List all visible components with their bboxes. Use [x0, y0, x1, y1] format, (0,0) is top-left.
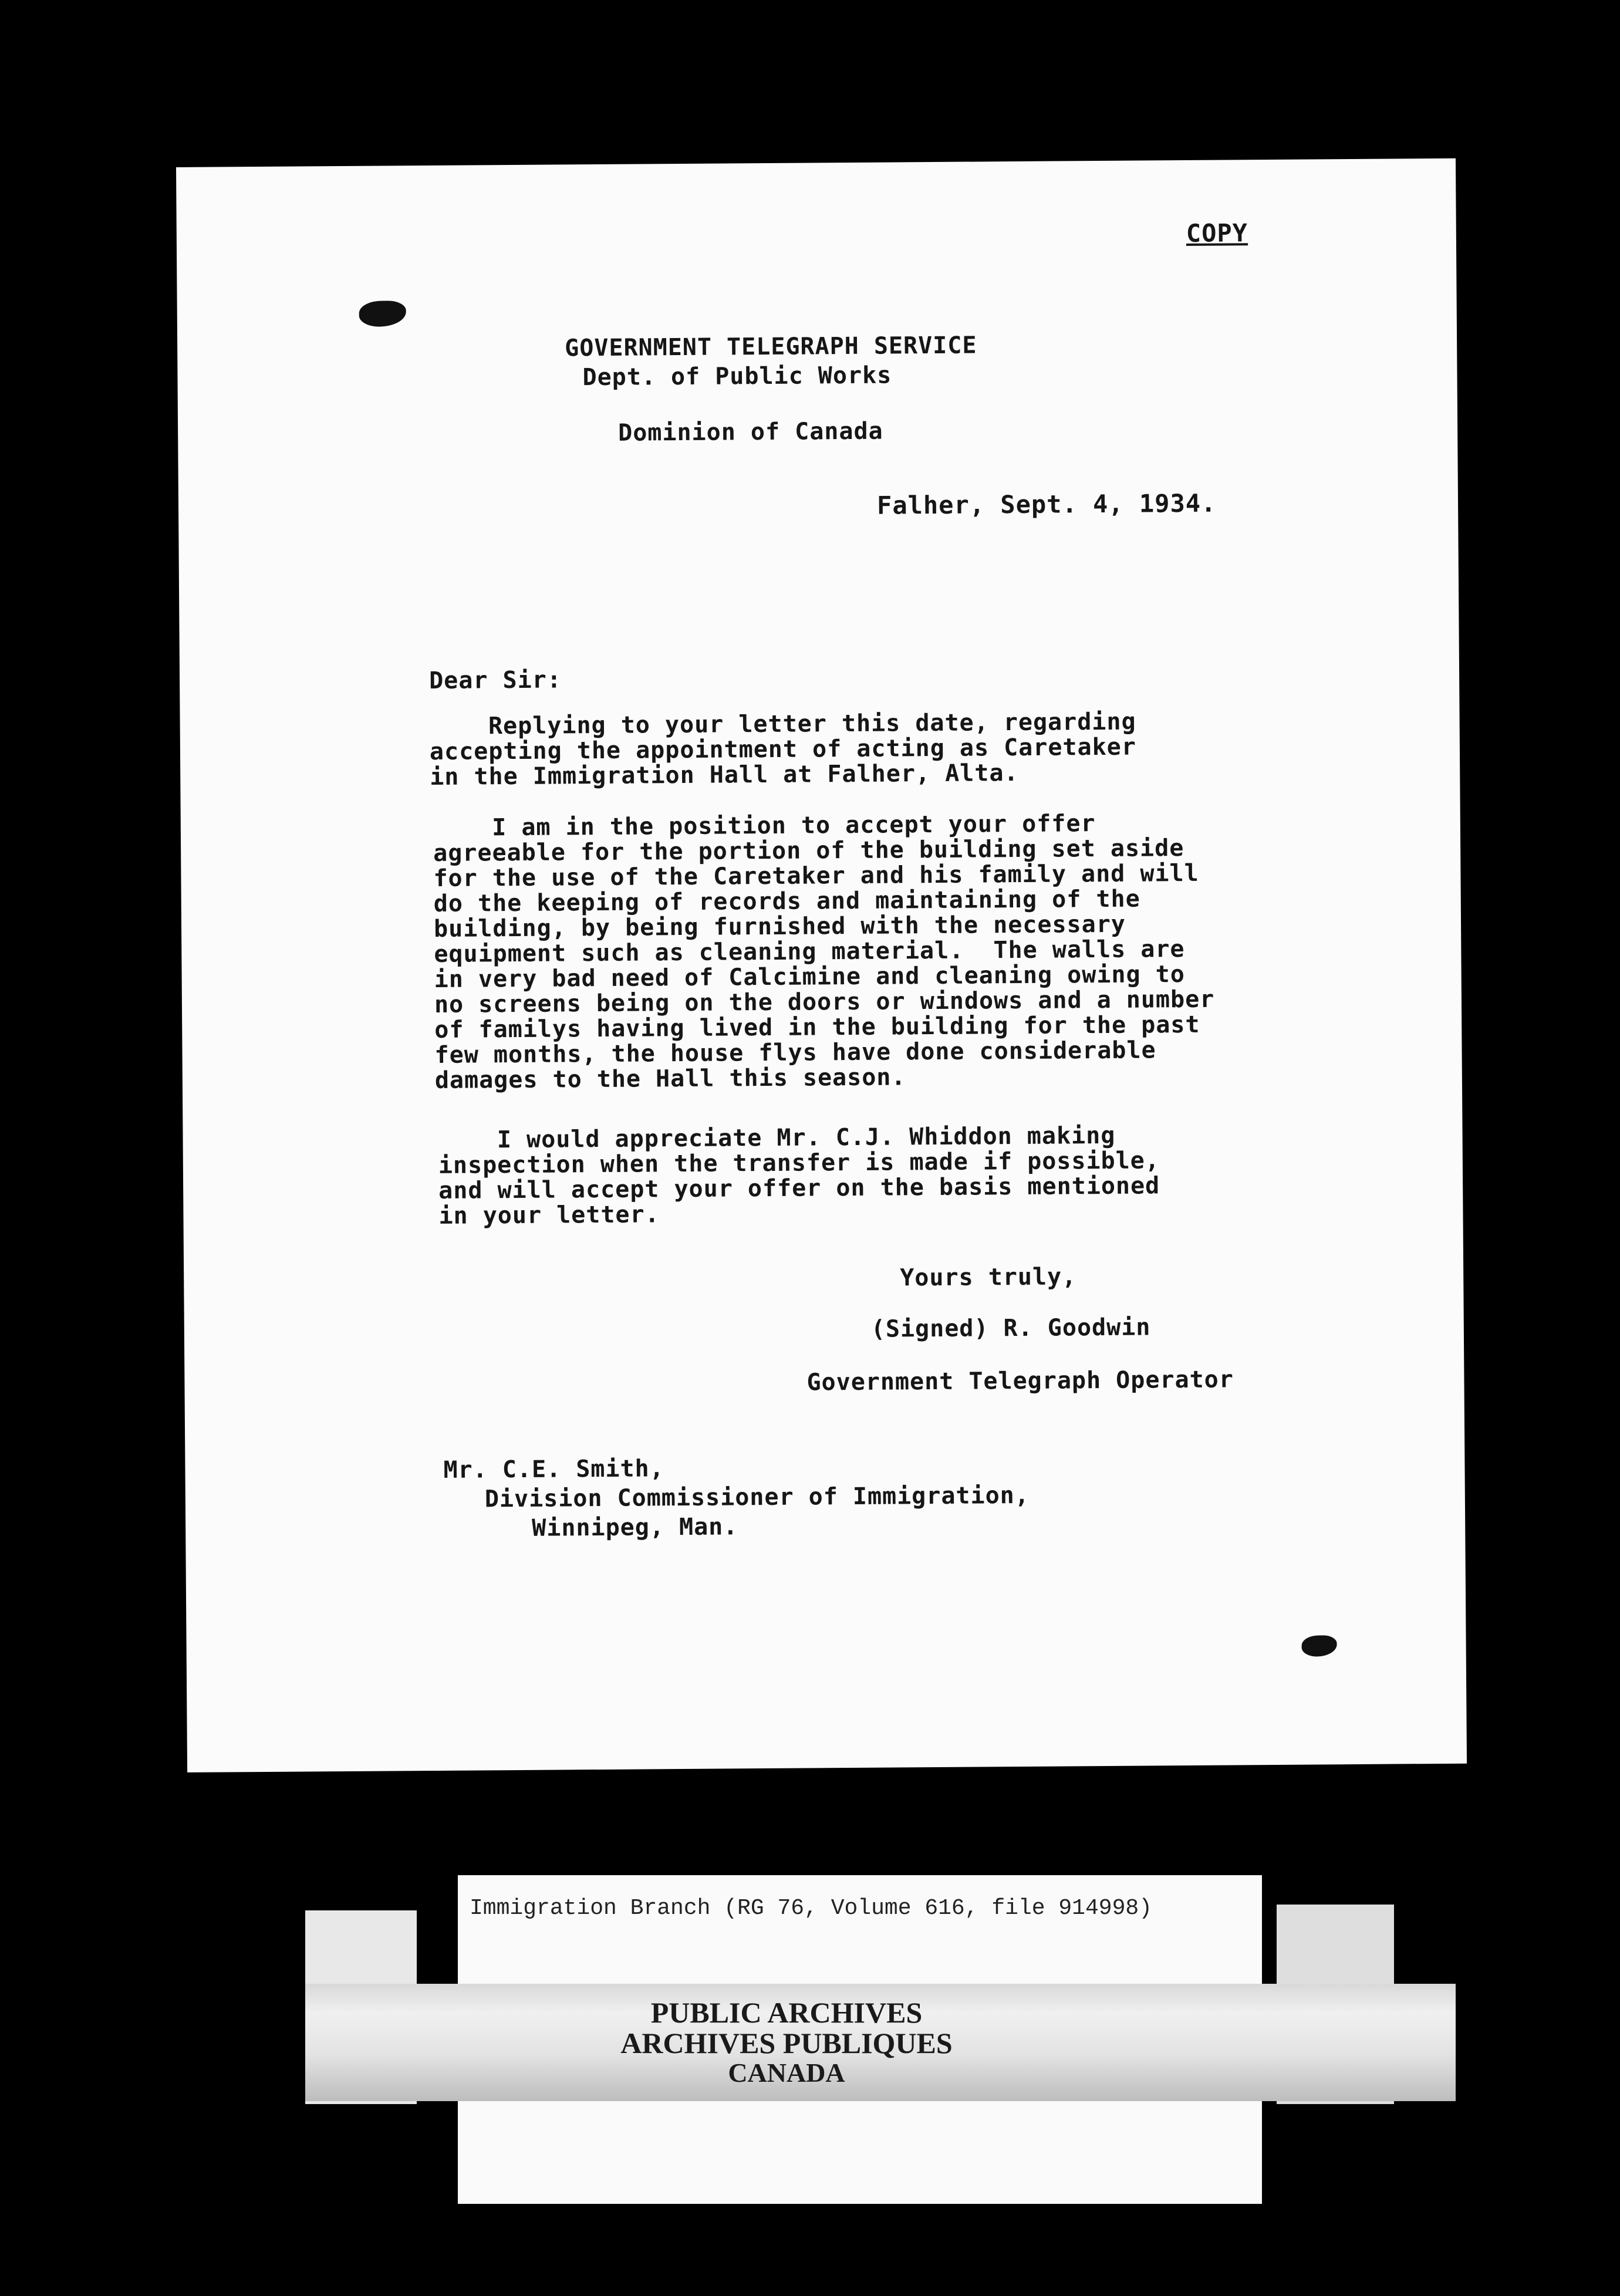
- addressee-title: Division Commissioner of Immigration,: [484, 1481, 1030, 1513]
- ink-blot: [1302, 1635, 1337, 1656]
- ink-blot: [359, 300, 406, 327]
- stamp-line1: PUBLIC ARCHIVES: [650, 1996, 923, 2029]
- letterhead-line2: Dept. of Public Works: [582, 362, 892, 391]
- salutation: Dear Sir:: [428, 666, 562, 695]
- archive-reference: Immigration Branch (RG 76, Volume 616, file 914998): [470, 1896, 1152, 1921]
- closing: Yours truly,: [900, 1263, 1077, 1292]
- stamp-line3: CANADA: [728, 2058, 845, 2088]
- addressee-city: Winnipeg, Man.: [532, 1513, 738, 1542]
- letter-date: Falher, Sept. 4, 1934.: [876, 488, 1217, 520]
- letterhead-line1: GOVERNMENT TELEGRAPH SERVICE: [565, 332, 977, 362]
- stamp-line2: ARCHIVES PUBLIQUES: [620, 2027, 953, 2059]
- letterhead-line3: Dominion of Canada: [618, 417, 883, 447]
- paragraph-1: Replying to your letter this date, regarding accepting the appointment of acting as Caretaker in the Immigration Hall at Falher, Alta.: [429, 708, 1137, 791]
- addressee-name: Mr. C.E. Smith,: [443, 1455, 664, 1484]
- letter-page: [176, 158, 1467, 1772]
- signer-title: Government Telegraph Operator: [806, 1366, 1234, 1396]
- copy-mark: COPY: [1186, 218, 1248, 248]
- paragraph-3: I would appreciate Mr. C.J. Whiddon making inspection when the transfer is made if possible, and will accept your offer on the basis mentioned in your letter.: [438, 1122, 1160, 1230]
- signature: (Signed) R. Goodwin: [870, 1314, 1151, 1343]
- paragraph-2: I am in the position to accept your offer agreeable for the portion of the building set aside for the use of the Caretaker and his family and will do the keeping of records and maintaining of the building, by being furnished with the necessary equipment such as cleaning material. The walls are in very bad need of Calcimine and cleaning owing to no screens being on the doors or windows and a number of familys having lived in the building for the past few months, the house flys have done considerable damages to the Hall this season.: [433, 810, 1215, 1094]
